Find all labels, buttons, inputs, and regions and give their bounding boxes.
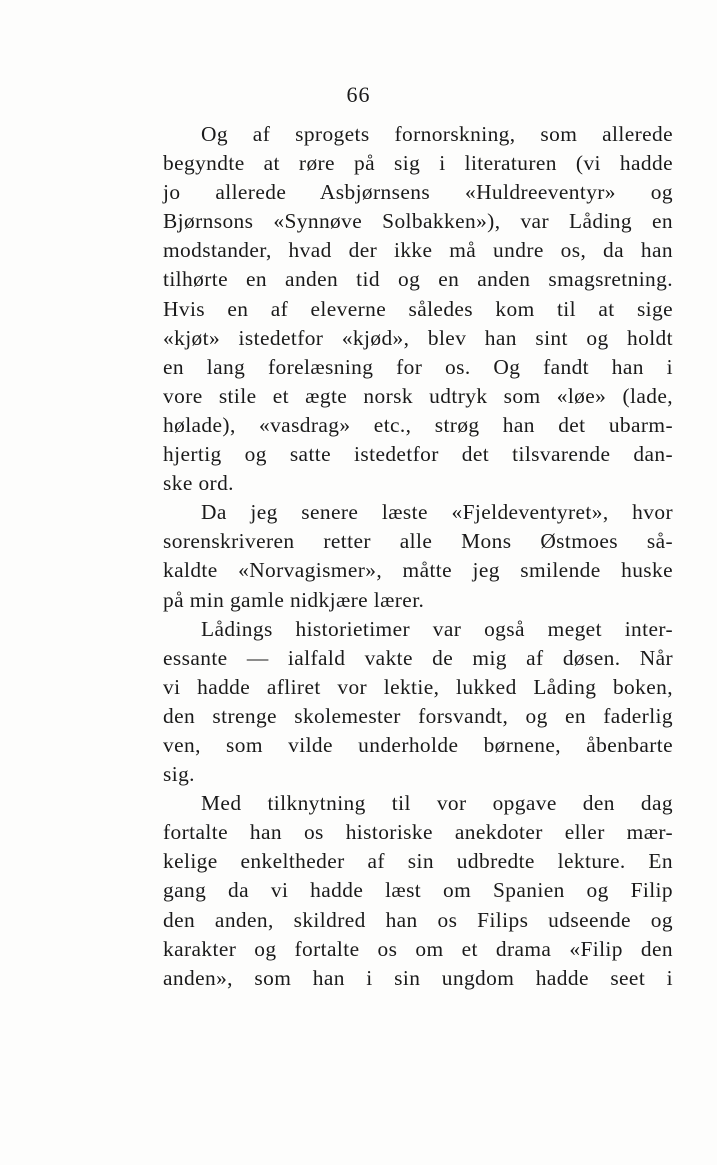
text-line: en lang forelæsning for os. Og fandt han i xyxy=(163,354,673,379)
text-line: kaldte «Norvagismer», måtte jeg smilende huske xyxy=(163,558,673,583)
text-line: den anden, skildred han os Filips udseende og xyxy=(163,907,673,932)
text-line: anden», som han i sin ungdom hadde seet i xyxy=(163,965,673,990)
text-line: Med tilknytning til vor opgave den dag xyxy=(201,791,673,816)
text-line: «kjøt» istedetfor «kjød», blev han sint og holdt xyxy=(163,325,673,350)
text-line: Hvis en af eleverne således kom til at sige xyxy=(163,296,673,321)
text-line: karakter og fortalte os om et drama «Filip den xyxy=(163,936,673,961)
text-line: hjertig og satte istedetfor det tilsvarende dan- xyxy=(163,442,673,467)
text-line: gang da vi hadde læst om Spanien og Filip xyxy=(163,878,673,903)
paragraph xyxy=(163,120,673,498)
text-line: ven, som vilde underholde børnene, åbenbarte xyxy=(163,732,673,757)
text-line: fortalte han os historiske anekdoter eller mær- xyxy=(163,820,673,845)
page-number: 66 xyxy=(346,82,371,107)
text-line: jo allerede Asbjørnsens «Huldreeventyr» og xyxy=(163,180,673,205)
text-line: Lådings historietimer var også meget inter- xyxy=(201,616,673,641)
text-line: sig. xyxy=(163,762,195,787)
text-line: kelige enkeltheder af sin udbredte lekture. En xyxy=(163,849,673,874)
text-line: hølade), «vasdrag» etc., strøg han det ubarm- xyxy=(163,412,673,437)
text-line: begyndte at røre på sig i literaturen (vi hadde xyxy=(163,151,673,176)
body-text xyxy=(163,120,673,993)
text-line: sorenskriveren retter alle Mons Østmoes så- xyxy=(163,529,673,554)
text-line: tilhørte en anden tid og en anden smagsretning. xyxy=(163,267,673,292)
text-line: Og af sprogets fornorskning, som allerede xyxy=(201,122,673,146)
text-line: Bjørnsons «Synnøve Solbakken»), var Låding en xyxy=(163,209,673,234)
text-line: vi hadde afliret vor lektie, lukked Låding boken, xyxy=(163,674,673,699)
text-line: den strenge skolemester forsvandt, og en faderlig xyxy=(163,703,673,728)
paragraph xyxy=(163,615,673,790)
text-line: modstander, hvad der ikke må undre os, da han xyxy=(163,238,673,263)
paragraph xyxy=(163,789,673,993)
text-line: essante — ialfald vakte de mig af døsen. Når xyxy=(163,645,673,670)
text-line: på min gamle nidkjære lærer. xyxy=(163,587,425,612)
text-line: Da jeg senere læste «Fjeldeventyret», hvor xyxy=(201,500,673,525)
paragraph xyxy=(163,498,673,614)
text-line: ske ord. xyxy=(163,471,234,496)
text-line: vore stile et ægte norsk udtryk som «løe» (lade, xyxy=(163,383,673,408)
